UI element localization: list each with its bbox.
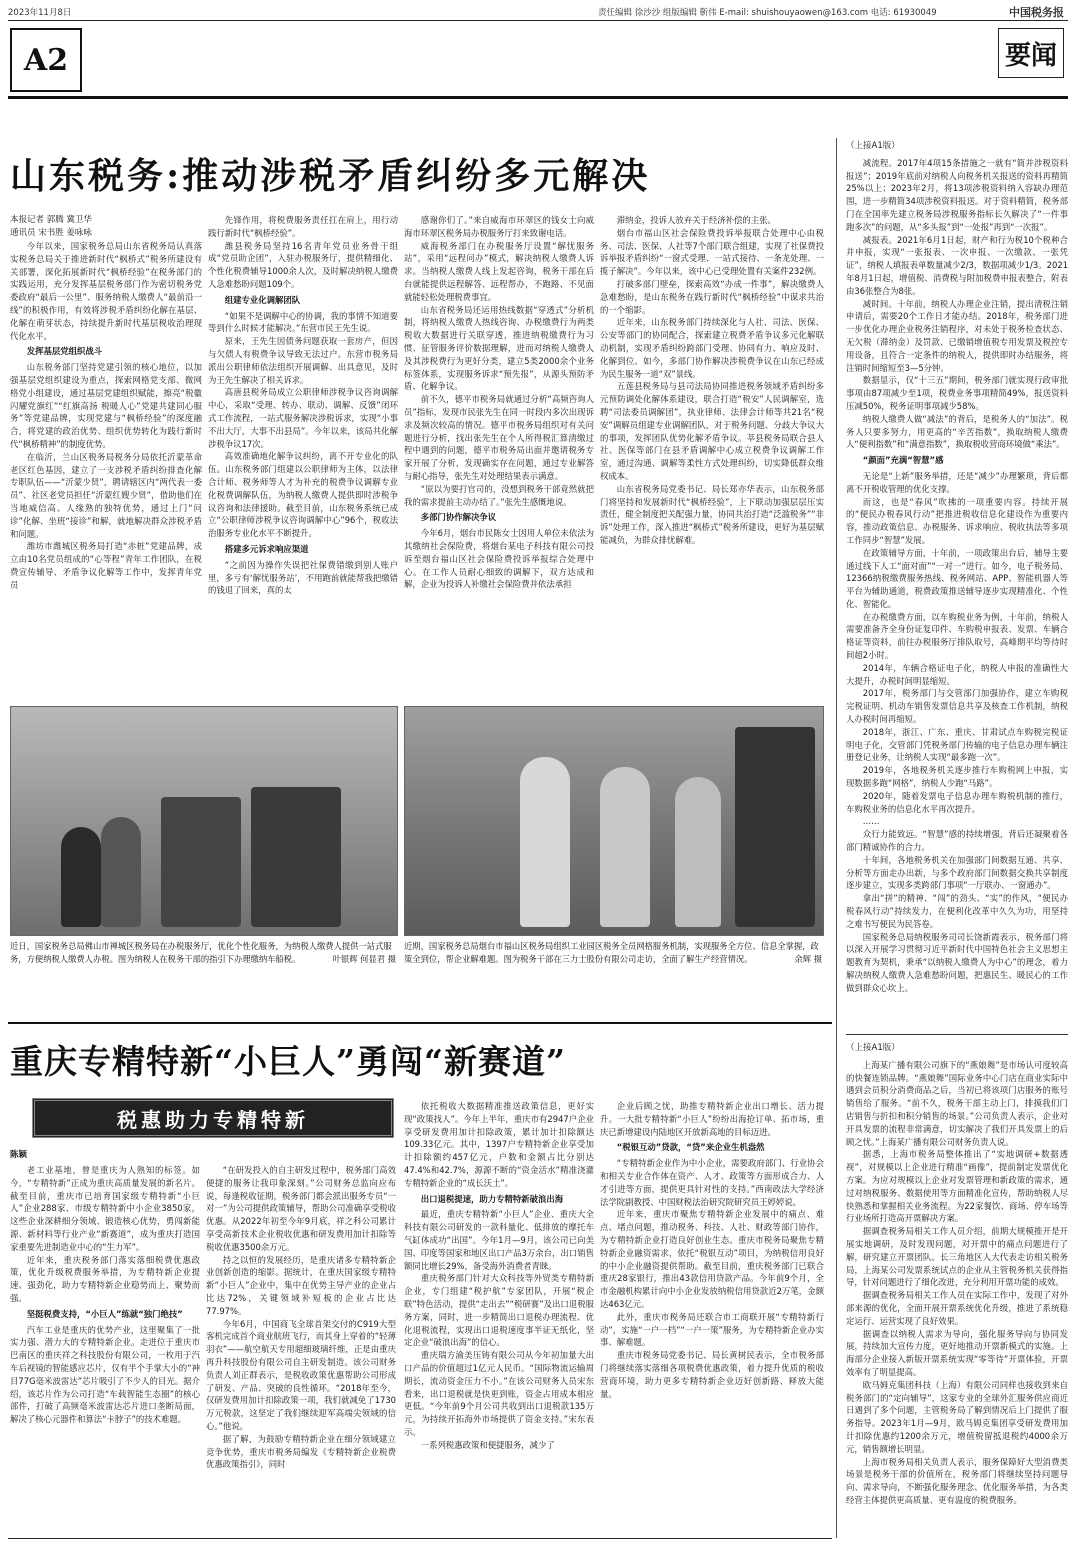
paragraph: 老工业基地，曾是重庆为人熟知的标签。如今，“专精特新”正成为重庆高质量发展的新名片。截至目前，重庆市已培育国家级专精特新“小巨人”企业288家、市级专精特新中小企业3850家，这些企业深耕细分领域、锻造核心优势，勇闯新能源、新材料等行业产业“新赛道”，成为重庆打造国家重要先进制造业中心的“生力军”。 [10, 1165, 200, 1252]
paragraph: 减报表。2021年6月1日起，财产和行为税10个税种合并申报，实现“一张报表、一次申报、一次缴款、一张凭证”，纳税人填报表单数量减少2/3，数据项减少1/3。2021年8月1日起，增值税、消费税与附加税费申报表整合，附表由36张整合为8张。 [846, 234, 1068, 296]
paragraph: 2018年，浙江、广东、重庆、甘肃试点车购税完税证明电子化，交管部门凭税务部门传输的电子信息办理车辆注册登记业务，让纳税人实现“最多跑一次”。 [846, 726, 1068, 763]
paragraph: 感谢你们了。”来自威海市环翠区的钱女士向威海市环翠区税务局办税服务厅打来致谢电话。 [404, 215, 594, 238]
article2-col4 [600, 1100, 824, 1534]
paragraph: 山东税务部门坚持党建引领的核心地位，以加强基层党组织建设为重点，探索网格党支部、微网格党小组建设，通过基层党建组织赋能，擦亮“税徽闪耀党旗红”“红旗高扬 税暖人心”党建共建同心服务”等党建品牌，实现党建与“枫桥经验”的深度融合，将党建的政治优势、组织优势转化为践行新时代“枫桥精神”的制度优势。 [10, 362, 202, 449]
article1-col2 [208, 214, 398, 696]
paragraph: 此外，重庆市税务局还联合市工商联开展“专精特新行动”，实施“一户一档”“一户一策”服务，为专精特新企业办实事、解难题。 [600, 1311, 824, 1348]
paragraph: 纳税人缴费人做“减法”的背后，是税务人的“加法”。税务人只要多努力，用更高的“辛苦指数”，换取纳税人缴费人“便利指数”和“满意指数”，换取税收营商环境做“乘法”。 [846, 413, 1068, 450]
article2-col3 [404, 1100, 594, 1534]
photo2-caption-text: 近期，国家税务总局烟台市福山区税务局组织工业园区税务全员网格服务机制，实现服务全方位、信息全掌握，政策全到位，帮企业解难题。图为税务干部在三力士股份有限公司走访，全面了解生产经营情况。 [404, 941, 819, 964]
sidebar-continuation-1 [846, 140, 1068, 1028]
paragraph: 高唐县税务局成立公职律师涉税争议咨询调解中心，采取“受理、转办、联动、调解、反馈”闭环式工作流程，一站式服务解决涉税诉求，实现“小事不出大厅，大事不出县局”。今年以来，该局共化解涉税争议17次。 [208, 387, 398, 449]
photo-factory-visit [404, 706, 824, 936]
subheading: “颜面”充满“智慧”感 [862, 455, 944, 466]
page-number: A2 [10, 28, 82, 92]
paragraph: 2019年，各地税务机关逐步推行车购税网上申报，实现数据多跑“网格”，纳税人少跑“马路”。 [846, 765, 1068, 789]
paragraph: …… [862, 816, 880, 827]
paragraph: 潍县税务局坚持16名青年党员业务骨干组成“党员助企团”，入驻办税服务厅，提供精细化、个性化税费辅导1000余人次，及时解决纳税人缴费人急难愁盼问题109个。 [208, 240, 398, 289]
photo-tax-hall [10, 706, 398, 936]
paragraph: “专精特新企业作为中小企业，需要政府部门、行业协会和相关专业合作体在资产、人才、政策等方面形成合力、人才引进等方面，提供更具针对性的支持。”西南政法大学经济法学院副教授、中国财税法治研究院研究员王婷婷说。 [600, 1158, 824, 1207]
paragraph: 依托税收大数据精准推送政策信息，更好实现“政策找人”。今年上半年，重庆市有2947户企业享受研发费用加计扣除政策，累计加计扣除额达109.33亿元。其中，1397户专精特新企业享受加计扣除额约457亿元，户数和金额占比分别达47.4%和42.7%，源源不断的“资金活水”精准浇灌专精特新企业的“成长沃土”。 [404, 1101, 594, 1188]
photo1-caption [10, 940, 396, 965]
photo1-credit: 叶银辉 何显君 摄 [332, 953, 396, 964]
paragraph: 拿出“拼”的精神、“闯”的劲头、“实”的作风，“便民办税春风行动”持续发力，在便利化改革中久久为功，用坚持之难书写便民为民答卷。 [846, 893, 1068, 929]
paragraph: 在政策辅导方面，十年前，一项政策出台后，辅导主要通过线下人工“面对面”“一对一”进行。如今，电子税务局、12366纳税缴费服务热线、税务网站、APP、智能机器人等平台为辅助通道，税费政策推送辅导逐步实现精准化、个性化、智能化。 [846, 547, 1068, 609]
cont2-label: （上接A1版） [846, 1043, 900, 1053]
subheading: 多部门协作解决争议 [420, 512, 497, 523]
article1-col4 [600, 214, 824, 696]
paragraph: 在办税缴费方面，以车购税业务为例，十年前，纳税人需要准备齐全身份证复印件、车购税申报表、发票、车辆合格证等资料，前往办税服务厅排队取号，高峰期平均等待时间超2小时。 [846, 611, 1068, 661]
paragraph: 据调查税务局相关工作人员介绍，前期大规模推开是开展实地调研，及时发现问题，对开票中的痛点问题进行了解，研究建立开票团队。长三角地区人大代表走访相关税务局，上海某公司发票系统试点的企业从主管税务机关获得指导，针对问题进行了细化改进，充分利用开票功能的成效。 [846, 1226, 1068, 1288]
paragraph: 上海市税务局相关负责人表示，服务保障好大型消费类场景是税务干部的价值所在，税务部门将继续坚持问题导向、需求导向，不断强化服务理念、优化服务举措，为各类经营主体提供更高质量、更有温度的税费服务。 [846, 1456, 1068, 1505]
paragraph: 高效准确地化解争议纠纷，离不开专业化的队伍。山东税务部门组建以公职律师为主体，以法律合计师、税务师等人才为补充的税费争议调解专业化税费调解队伍，为纳税人缴费人提供即时涉税争议咨询和法律援助。截至目前，山东税务系统已成立“公职律师涉税争议咨询调解中心”96个，税收法治服务专业化水平不断提升。 [208, 451, 398, 539]
paragraph: 重庆税务部门针对大众科技等外贸类专精特新企业，专门组建“税护航”专家团队，开展“税企联”特色活动，提供“走出去”“税研赛”及出口退税服务方案，同时，进一步精简出口退税办理流程、优化退税流程，实现出口退税速度事半证无纸化，坚定企业“破浪出海”的信心。 [404, 1273, 594, 1348]
paragraph: 2020年，随着发票电子信息办理车购税机制的推行，车购税业务的信息化水平再次提升。 [846, 790, 1068, 814]
paragraph: 企业后顾之忧，助推专精特新企业出口增长、活力提升。一大批专精特新“小巨人”纷纷出海抢订单、拓市场，重庆已新增建设内陆地区开放新高地的目标迈进。 [600, 1101, 824, 1137]
photo1-caption-text: 近日，国家税务总局佛山市禅城区税务局在办税服务厅，优化个性化服务，为纳税人缴费人提供一站式服务，方便纳税人缴费人办税。图为纳税人在税务干部的指引下办理缴纳车船税。 [10, 941, 392, 964]
paragraph: 潍坊市潍城区税务局打造“赤桩”党建品牌，成立由10名党员组成的“心等程”青年工作团队，在税费宣传辅导、矛盾争议化解等工作中，发挥青年党员 [10, 541, 202, 590]
subheading: 发挥基层党组织战斗 [26, 346, 103, 357]
bottom-rule [8, 1538, 832, 1539]
subheading: 组建专业化调解团队 [224, 294, 301, 305]
article1-headline: 山东税务:推动涉税矛盾纠纷多元解决 [10, 155, 651, 197]
sidebar-continuation-2 [846, 1042, 1068, 1536]
paragraph: “之前因为操作失误把社保费错缴到别人账户里，多亏有‘解忧服务站’，不用跑前就能帮我把缴错的钱退了回来，真的太 [208, 559, 398, 596]
issue-date: 2023年11月8日 [8, 8, 72, 18]
paper-name: 中国税务报 [1009, 6, 1064, 19]
paragraph: 最近，重庆专精特新“小巨人”企业、重庆大全科技有限公司研发的一款科量化、低排放的摩托车气缸体成功“出国”。今年1月—9月，该公司已向美国、印度等国家和地区出口产品3万余台，出口销售额同比增长29%，备受海外消费者青睐。 [404, 1209, 594, 1271]
paragraph: 2017年，税务部门与交管部门加强协作，建立车购税完税证明、机动车销售发票信息共享及核查工作机制，纳税人办税时间再缩短。 [846, 688, 1068, 725]
paragraph: 无论是“上新”服务举措，还是“减少”办理繁琐，背后都离不开税收管理的优化支撑。 [846, 470, 1068, 494]
paragraph: 先锋作用，将税费服务责任扛在肩上，用行动践行新时代“枫桥经验”。 [208, 215, 398, 238]
paragraph: 持之以恒的发展经历，是重庆诸多专精特新企业创新创造的缩影。据统计，在重庆国家级专精特新“小巨人”企业中，集中在优势主导产业的企业占比达72%，关键领域补短板的企业占比达77.97%。 [206, 1254, 396, 1316]
paragraph: 五莲县税务局与县司法局协同推进税务领域矛盾纠纷多元预防调处化解体系建设，联合打造“税安”人民调解室，选聘“司法委员调解团”，执业律师、法律会计师等共21名“税安”调解员组建专业调解团队，对于税务问题、分歧大争议大的事项，发挥团队优势化解矛盾争议。莘县税务局联合县人社、医保等部门在县矛盾调解中心成立税费争议调解工作室，通过沟通、调解等柔性方式处理纠纷，切实降低群众维权成本。 [600, 381, 824, 481]
paragraph: “在研发投入的自主研发过程中，税务部门高效便捷的服务让我印象深刻。”公司财务总监向应布说，每逢税收征期，税务部门都会派出服务专员“一对一”为公司提供政策辅导，帮助公司准确享受税收优惠。从2022年初至今年9月底，祥之科公司累计享受高新技术企业税收优惠和研发费用加计扣除等税收优惠3500余万元。 [206, 1165, 396, 1252]
paragraph: 十年间，各地税务机关在加强部门间数据互通、共享、分析等方面走办出新，与多个政府部门间数据交换共享制度逐步建立，实现多类跨部门事项“一厅联办、一窗通办”。 [846, 854, 1068, 891]
article1-col3 [404, 214, 594, 696]
paragraph: 众行力能致远。“智慧”感的持续增强，背后还凝聚着各部门精诚协作的合力。 [846, 829, 1068, 853]
paragraph: 据了解，为鼓励专精特新企业在细分领域建立竞争优势，重庆市税务局编发《专精特新企业税费优惠政策指引》，同时 [206, 1433, 396, 1470]
cont1-label: （上接A1版） [846, 141, 900, 151]
paragraph: 据悉，上海市税务局整体推出了“实地调研+数据透视”，对规模以上企业进行精准“画像”，提前制定发票优化方案。为应对规模以上企业对发票管理和新政策的需求，通过对纳税服务、数据使用等方面精准化宣传，帮助纳税人尽快熟悉和掌握相关业务流程。为22家餐饮、商场、停车场等行业场所打造高开票解决方案。 [846, 1149, 1068, 1224]
cont1-body [846, 157, 1068, 995]
article2-col2 [206, 1164, 396, 1534]
top-rule [8, 20, 1068, 21]
paragraph: 今年6月，烟台市民陈女士因用人单位未依法为其缴纳社会保险费，将烟台某电子科技有限公司投诉至烟台福山区社会保险费投诉举报综合处理中心。在工作人员耐心细致的调解下，双方达成和解，企业为投诉人补缴社会保险费并依法承担 [404, 528, 594, 590]
article2-byline: 陈颖 [10, 1150, 28, 1160]
paragraph: 今年以来，国家税务总局山东省税务局认真落实税务总局关于推进新时代“枫桥式”税务所建设有关部署，深化拓展新时代“枫桥经验”在税务部门的实践运用，充分发挥基层税务部门作为密切税务党委政府“最后一公里”、服务纳税人缴费人“最前沿一线”的积极作用，有效将涉税矛盾纠纷化解在基层、化解在萌芽状态，持续提升新时代基层税收治理现代化水平。 [10, 241, 202, 341]
subheading: 出口退税提速，助力专精特新破浪出海 [420, 1193, 564, 1204]
paragraph: 2014年，车辆合格证电子化，纳税人申报的准确性大大提升，办税时间明显缩短。 [846, 662, 1068, 686]
paragraph: 汽车工业是重庆的优势产业，这里聚集了一批实力强、潜力大的专精特新企业。走进位于重庆市巴南区的重庆祥之科技股份有限公司，一枚用于汽车后视镜的智能感应芯片，仅有半个手掌大小的“神目77G毫米波雷达”芯片吸引了不少人的目光。据介绍，该芯片作为公司打造“车载智能生态圈”的核心部件，打破了高频毫米波雷达芯片进口垄断局面，解决了核心元器件和算法“卡脖子”的技术难题。 [10, 1324, 200, 1425]
paragraph: 减时间。十年前，纳税人办理企业注销，提出清税注销申请后，需要20个工作日才能办结。2018年，税务部门进一步优化办理企业税务注销程序，对未处于税务检查状态、无欠税（滞纳金）及罚款、已缴销增值税专用发票及税控专用设备，且符合一定条件的纳税人，提供即时办结服务，将注销时间缩短至3—5分钟。 [846, 298, 1068, 373]
cont2-body [846, 1059, 1068, 1507]
paragraph: 重庆市税务局党委书记、局长黄树民表示，全市税务部门将继续落实落细各项税费优惠政策，着力提升优质的税收营商环境，助力更多专精特新企业迈好创新路、释放大能量。 [600, 1350, 824, 1399]
paragraph: 近年来，山东税务部门持续深化与人社、司法、医保、公安等部门的协同配合，探索建立税费矛盾争议多元化解联动机制，实现矛盾纠纷跨部门受理、协同有力、响应及时、化解到位。如今，多部门协作解决涉税费争议在山东已经成为民生服务一道“双”景线。 [600, 317, 824, 379]
paragraph: 近年来，重庆税务部门落实落细税费优惠政策，优化升级税费服务举措，为专精特新企业提速、强劲化，助力专精特新企业稳势而上、聚势而强。 [10, 1254, 200, 1303]
paragraph: 减流程。2017年4项15条措施之一就有“简并涉税资料报送”；2019年底前对纳税人向税务机关报送的资料再精简25%以上；2023年2月，将13项涉税资料纳入容缺办理范围，进一步精简34项涉税资料报送。对于资料精简，税务部门在全国率先建立税务局涉税服务指标长久解决了“一件事跑多次”的问题，从“多头报”到“一处报”再到“一次报”。 [846, 157, 1068, 232]
subheading: 坚挺税费支持，“小巨人”练就“独门绝技” [26, 1308, 183, 1319]
paragraph: 近年来，重庆市聚焦专精特新企业发展中的痛点、难点、堵点问题，推动税务、科技、人社、财政等部门协作，为专精特新企业打造良好创业生态。重庆市税务局聚焦专精特新企业融资需求，依托“税银互动”项目，为纳税信用良好的中小企业融资提供帮助。截至目前，重庆税务部门已联合重庆28家银行，推出43款信用贷款产品。今年前9个月，全市金融机构累计向中小企业发放纳税信用贷款近2万笔，金额达463亿元。 [600, 1209, 824, 1309]
header-rule [8, 96, 1068, 99]
paragraph: “如果不是调解中心的协调，我的事情不知道要等到什么时候才能解决。”东营市民王先生说。 [208, 310, 398, 334]
sidebar-rule [846, 1034, 1068, 1035]
editor-credits: 责任编辑 徐沙沙 组版编辑 靳伟 E-mail: shuishouyaowen@163.com 电话: 61930049 [598, 8, 937, 18]
paragraph: 滞纳金，投诉人放弃关于经济补偿的主张。 [616, 215, 776, 225]
paragraph: 原来，王先生因债务问题获取一套房产，但因与欠债人有税费争议导致无法过户。东营市税务局派出公职律师依法组织开展调解、出具意见，及时为王先生解决了相关诉求。 [208, 336, 398, 385]
paragraph: “原以为要打官司的，没想到税务干部竟然就把我的需求提前主动办结了。”张先生感慨地说。 [404, 483, 594, 507]
column-divider [836, 138, 837, 1538]
paragraph: 欧马姆克集团科技（上海）有限公司同样也接收到来自税务部门的“定向辅导”，这家专业的全球外汇服务供应商近日遇到了多个问题，主管税务局了解到情况后上门提供了服务指导。2023年1月—9月，欧马姆克集团享受研发费用加计扣除优惠约1200余万元，增值税留抵退税约4000余万元，销售额增长明显。 [846, 1379, 1068, 1454]
paragraph: 一系列税惠政策和便捷服务，减少了 [420, 1439, 555, 1450]
article2-col1 [10, 1164, 200, 1534]
paragraph: 重庆瑞方渝美压铸有限公司从今年初加量大出口产品的价值超过1亿元人民币。“国际物流运输周期长，流动资金压力不小。”在该公司财务人员宋东看来，出口退税就是快更到账，资金占用成本相应更低。“今年前9个月公司共收到出口退税款135万元，为持续开拓海外市场提供了资金支持。”宋东表示。 [404, 1350, 594, 1437]
mid-rule [8, 1022, 832, 1024]
paragraph: 据调查税务局相关工作人员在实际工作中，发现了对外部来源的优化，全面开展开票系统优化升级，推进了系统稳定运行、运营实现了良好效果。 [846, 1290, 1068, 1326]
paragraph: 在临沂，兰山区税务局税务分局依托沂蒙革命老区红色基因，建立了一支涉税矛盾纠纷排查化解专职队伍——“沂蒙少贤”，聘请辖区内“两代表一委员”、社区老党员担任“沂蒙红嫂少贤”，借助他们在当地威信高、人缘熟的独特优势，通过上门“问诊”化解、坐班“接诊”和解，就地解决群众涉税矛盾和问题。 [10, 451, 202, 539]
paragraph: 打破多部门壁垒，探索高效“办成一件事”，解决缴费人急难愁盼，是山东税务在践行新时代“枫桥经验”中谋求共治的一个缩影。 [600, 278, 824, 315]
paragraph: 据调查以纳税人需求为导向，强化服务导向与协同发展，持续加大宣传力度，更好地推动开票新模式的实施。上海部分企业接入新版开票系统实现“零等待”开票体验，开票效率有了明显提高。 [846, 1328, 1068, 1377]
article2-headline: 重庆专精特新“小巨人”勇闯“新赛道” [10, 1042, 566, 1081]
paragraph: 上海某广播有限公司旗下的“燕娘舞”是市场认可度较高的快餐连锁品牌。“燕娘舞”国际业务中心门店在商业实际中遇到会员积分消费商品之后，当初已将该项门店服务的账号销售给了服务。“前不久，税务干部主动上门，排摸我们门店销售与折扣和积分销售的场景。”公司负责人表示，企业对开具发票的流程非常满意，切实解决了我们开具发票上的后顾之忧。”上海某广播有限公司财务负责人说。 [846, 1059, 1068, 1147]
photo2-caption [404, 940, 822, 965]
paragraph: 前不久，德平市税务局就通过分析“高频咨询人员”指标，发现市民张先生在同一时段内多次出现诉求及频次较高的情况。德平市税务局组织对有关问题进行分析，找出张先生在个人所得税汇算清缴过程中遇到的问题，德平市税务局出面并邀请税务专家开展了分析，发现确实存在问题，通过专业解答与耐心指导，张先生对处理结果表示满意。 [404, 394, 594, 481]
subheading: “税银互动”贷款，“贷”来企业生机盎然 [616, 1142, 765, 1153]
article2-banner: 税惠助力专精特新 [32, 1098, 394, 1138]
paragraph: 数据显示，仅“十三五”期间，税务部门就实现行政审批事项由87项减少至1项，税费业务事项精简49%，报送资料压减50%，税务证明事项减少58%。 [846, 375, 1068, 411]
subheading: 搭建多元诉求响应渠道 [224, 543, 309, 554]
paragraph: 今年6月，中国商飞全球首架交付的C919大型客机完成首个商业航班飞行，而其身上穿着的“轻薄羽衣”——航空航天专用超细玻璃纤维，正是由重庆再升科技股份有限公司自主研发制造。该公司财务负责人刘正群表示，是税收政策优惠帮助公司形成了研发、产品、突破的良性循环。“2018年至今，仅研发费用加计扣除政策一项，我们就减免了1730万元税款，这坚定了我们继续迎军高端尖领域的信心。”他说。 [206, 1318, 396, 1431]
paragraph: 烟台市福山区社会保险费投诉举报联合处理中心由税务、司法、医保、人社等7个部门联合组建，实现了社保费投诉举报矛盾纠纷“一窗式受理、一站式接待、一条龙处理、一揽子解决”。今年以来，该中心已受理处置有关案件232例。 [600, 227, 824, 277]
paragraph: 而这，也是“春风”吹拂的一项重要内容。持续开展的“便民办税春风行动”把推进税收信息化建设作为重要内容，推动政策信息、办税服务、诉求响应、税收执法等多项工作同步“智慧”发展。 [846, 496, 1068, 545]
article1-byline: 本报记者 郭腾 冀卫华 通讯员 宋书胜 姜咏咏 [10, 215, 92, 238]
section-title: 要闻 [998, 28, 1064, 78]
paragraph: 山东省税务局还运用热线数据“穿透式”分析机制，将纳税人缴费人热线咨询、办税缴费行为两类税收大数据进行关联穿透，推进纳税缴费行为习惯、征管服务评价数据理解，进而对纳税人缴费人及其涉税费行为更好分类，建立5类2000余个业务标签体系，实现服务诉求“预先报”，从源头预防矛盾、化解争议。 [404, 304, 594, 392]
paragraph: 威海税务部门在办税服务厅设置“解忧服务站”，采用“远程问办”模式，解决纳税人缴费人诉求。当纳税人缴费人线上发起咨询，税务干部在后台就能提供远程解答、远程帮办，不跑路、不见面就能轻松处理税费事宜。 [404, 240, 594, 302]
photo2-credit: 余辉 摄 [794, 953, 822, 964]
paragraph: 国家税务总局纳税服务司司长饶新霞表示，税务部门将以深入开展学习贯彻习近平新时代中国特色社会主义思想主题教育为契机，秉承“以纳税人缴费人为中心”的理念，着力解决纳税人缴费人急难愁盼问题，把惠民生、暖民心的工作做到群众心坎上。 [846, 931, 1068, 993]
paragraph: 山东省税务局党委书记、局长郑亦华表示，山东税务部门将坚持和发展新时代“枫桥经验”，上下联动加强层层压实责任，健全制度把关配强力量，协同共治打造“泛滥税务”“非诉”处理工作，深入推进“枫桥式”税务所建设，更好为基层赋能减负，为群众排忧解难。 [600, 483, 824, 545]
article1-col1 [10, 240, 202, 696]
